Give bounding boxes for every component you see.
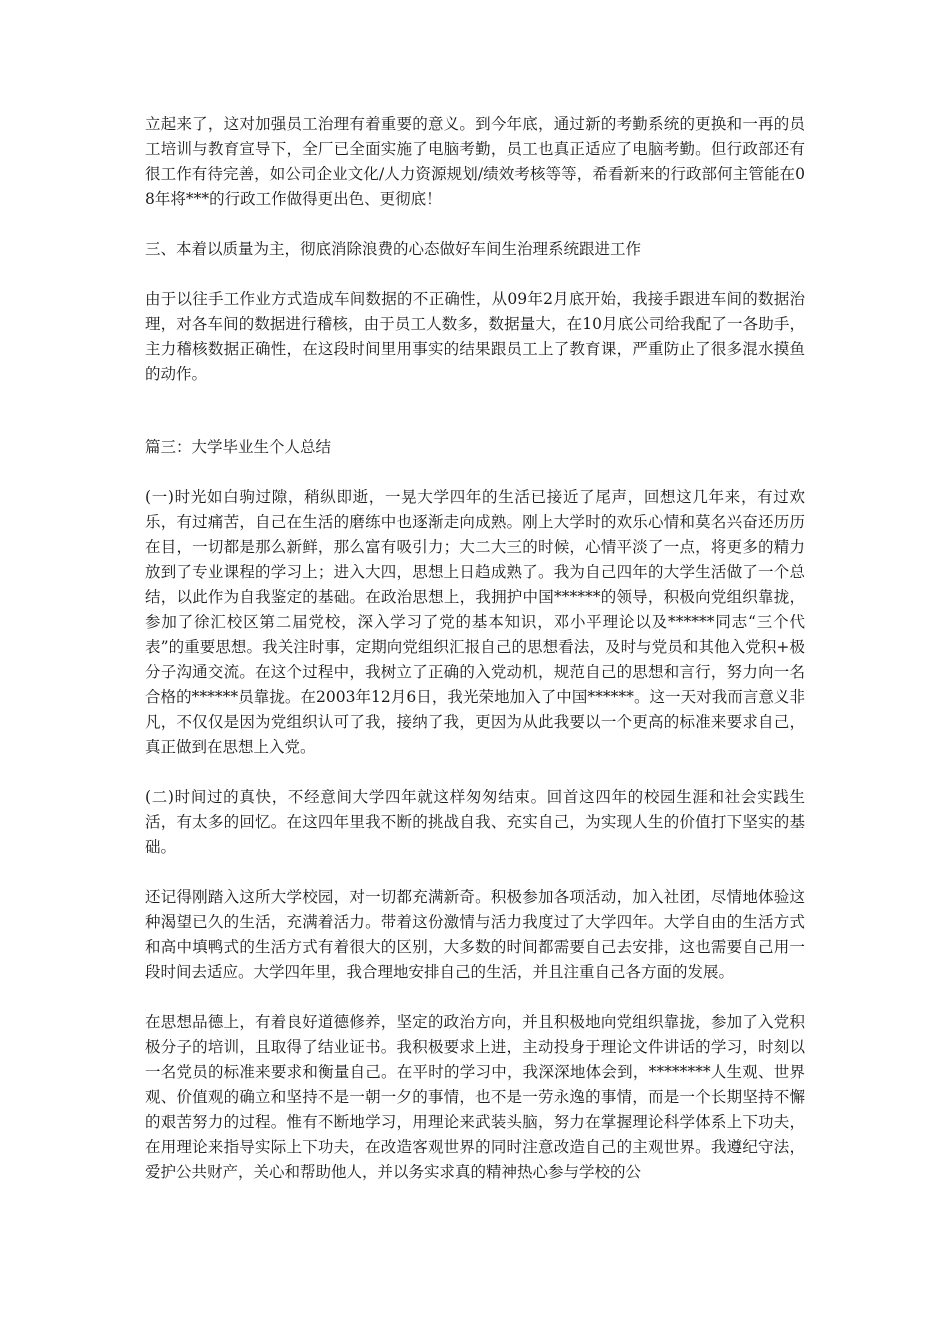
document-page (145, 112, 805, 1210)
paragraph-workshop-data: 由于以往手工作业方式造成车间数据的不正确性，从09年2月底开始，我接手跟进车间的数据治理，对各车间的数据进行稽核，由于员工人数多，数据量大，在10月底公司给我配了一各助手，主力稽核数据正确性，在这段时间里用事实的结果跟员工上了教育课，严重防止了很多混水摸鱼的动作。 (145, 290, 805, 383)
paragraph-moral-character: 在思想品德上，有着良好道德修养，坚定的政治方向，并且积极地向党组织靠拢，参加了入党积极分子的培训，且取得了结业证书。我积极要求上进，主动投身于理论文件讲话的学习，时刻以一名党员的标准来要求和衡量自己。在平时的学习中，我深深地体会到，********人生观、世界观、价值观的确立和坚持不是一朝一夕的事情，也不是一劳永逸的事情，而是一个长期坚持不懈的艰苦努力的过程。惟有不断地学习，用理论来武装头脑，努力在掌握理论科学体系上下功夫，在用理论来指导实际上下功夫，在改造客观世界的同时注意改造自己的主观世界。我遵纪守法，爱护公共财产，关心和帮助他人，并以务实求真的精神热心参与学校的公 (145, 1013, 805, 1181)
section-heading-three: 三、本着以质量为主，彻底消除浪费的心态做好车间生治理系统跟进工作 (145, 240, 642, 258)
paragraph-part-one: (一)时光如白驹过隙，稍纵即逝，一晃大学四年的生活已接近了尾声，回想这几年来，有过欢乐，有过痛苦，自己在生活的磨练中也逐渐走向成熟。刚上大学时的欢乐心情和莫名兴奋还历历在目，一切都是那么新鲜，那么富有吸引力；大二大三的时候，心情平淡了一点，将更多的精力放到了专业课程的学习上；进入大四，思想上日趋成熟了。我为自己四年的大学生活做了一个总结，以此作为自我鉴定的基础。在政治思想上，我拥护中国******的领导，积极向党组织靠拢，参加了徐汇校区第二届党校，深入学习了党的基本知识，邓小平理论以及******同志“三个代表”的重要思想。我关注时事，定期向党组织汇报自己的思想看法，及时与党员和其他入党积+极分子沟通交流。在这个过程中，我树立了正确的入党动机，规范自己的思想和言行，努力向一名合格的******员靠拢。在2003年12月6日，我光荣地加入了中国******。这一天对我而言意义非凡，不仅仅是因为党组织认可了我，接纳了我，更因为从此我要以一个更高的标准来要求自己，真正做到在思想上入党。 (145, 488, 805, 756)
paragraph-campus-life: 还记得刚踏入这所大学校园，对一切都充满新奇。积极参加各项活动，加入社团，尽情地体验这种渴望已久的生活，充满着活力。带着这份激情与活力我度过了大学四年。大学自由的生活方式和高中填鸭式的生活方式有着很大的区别，大多数的时间都需要自己去安排，这也需要自己用一段时间去适应。大学四年里，我合理地安排自己的生活，并且注重自己各方面的发展。 (145, 888, 805, 981)
paragraph-part-two: (二)时间过的真快，不经意间大学四年就这样匆匆结束。回首这四年的校园生涯和社会实践生活，有太多的回忆。在这四年里我不断的挑战自我、充实自己，为实现人生的价值打下坚实的基础。 (145, 788, 805, 856)
paragraph-intro-continuation: 立起来了，这对加强员工治理有着重要的意义。到今年底，通过新的考勤系统的更换和一再的员工培训与教育宣导下，全厂已全面实施了电脑考勤，员工也真正适应了电脑考勤。但行政部还有很工作有待完善，如公司企业文化/人力资源规划/绩效考核等等，希看新来的行政部何主管能在08年将***的行政工作做得更出色、更彻底！ (145, 115, 805, 208)
article-title-part-three: 篇三：大学毕业生个人总结 (145, 438, 332, 456)
